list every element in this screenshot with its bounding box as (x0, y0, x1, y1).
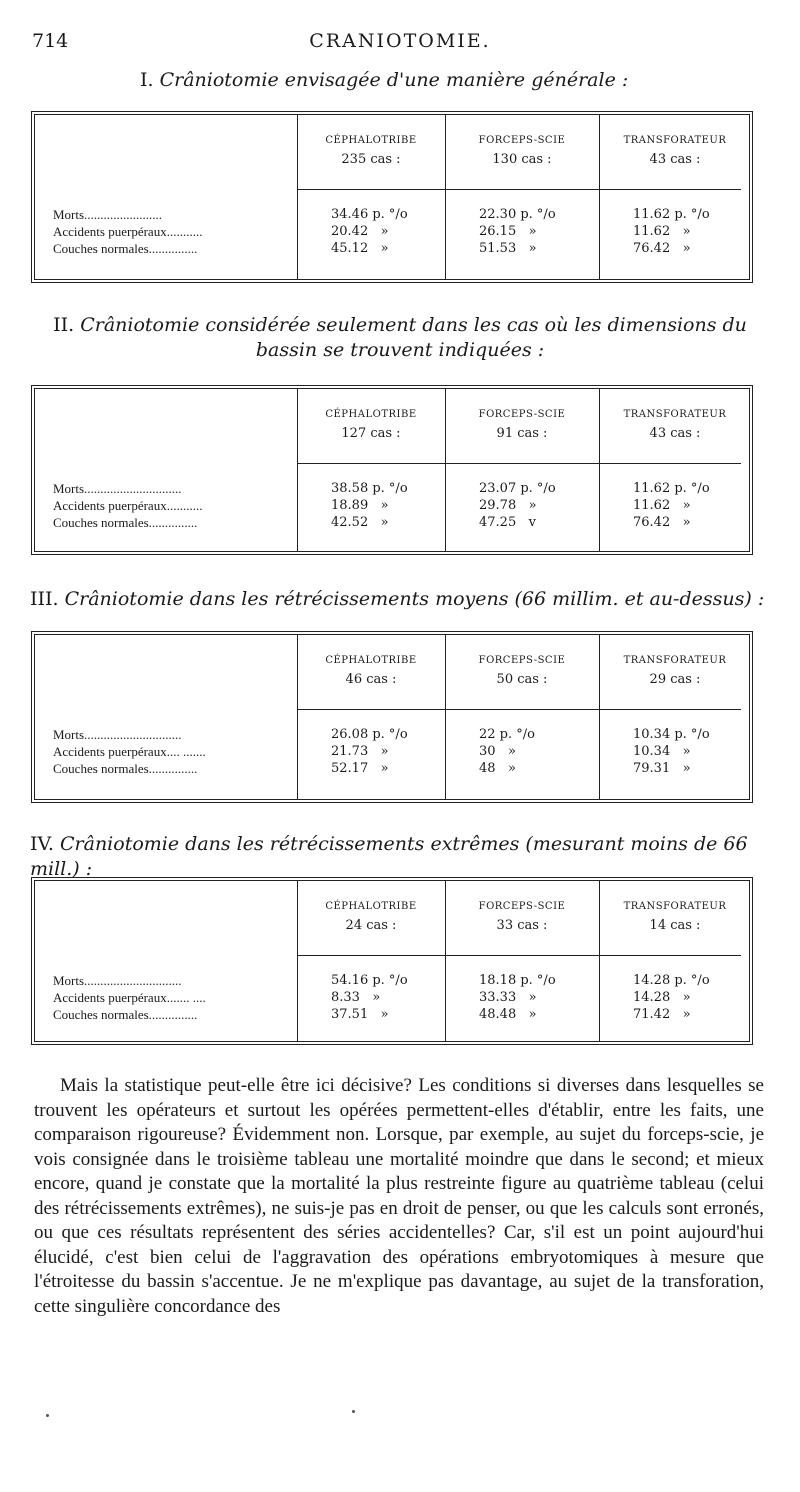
section-2-heading: Crâniotomie considérée seulement dans les cas où les dimensions du bassin se trouvent indiquées : (80, 314, 747, 361)
table-2 (34, 388, 750, 552)
row-label: Accidents puerpéraux........... (53, 224, 203, 239)
column-header (297, 389, 445, 441)
column-cases: 33 cas : (496, 918, 548, 933)
table-cell: 10.34 » (633, 744, 691, 759)
table-cell: 8.33 » (331, 990, 381, 1005)
table-cell: 54.16 p. °/o (331, 973, 408, 988)
header-rule (297, 463, 741, 464)
table-cell: 29.78 » (479, 498, 537, 513)
row-label: Couches normales............... (53, 761, 198, 776)
column-header (599, 115, 751, 167)
table-cell: 51.53 » (479, 241, 537, 256)
column-header (445, 115, 599, 167)
column-name: FORCEPS-SCIE (478, 409, 566, 420)
column-cases: 50 cas : (496, 672, 548, 687)
column-name: FORCEPS-SCIE (478, 901, 566, 912)
column-header (599, 881, 751, 933)
table-cell: 47.25 v (479, 515, 536, 530)
column-cases: 43 cas : (649, 152, 701, 167)
row-label: Morts.............................. (53, 973, 182, 988)
column-name: TRANSFORATEUR (623, 409, 727, 420)
column-cases: 130 cas : (492, 152, 552, 167)
column-cases: 235 cas : (341, 152, 401, 167)
column-header (599, 389, 751, 441)
column-header (599, 635, 751, 687)
table-cell: 48 » (479, 761, 516, 776)
column-header (297, 881, 445, 933)
row-label: Accidents puerpéraux....... .... (53, 990, 206, 1005)
table-3 (34, 634, 750, 800)
row-label: Couches normales............... (53, 1007, 198, 1022)
section-1-heading: Crâniotomie envisagée d'une manière générale : (159, 69, 629, 91)
column-name: TRANSFORATEUR (623, 655, 727, 666)
table-cell: 38.58 p. °/o (331, 481, 408, 496)
table-cell: 14.28 p. °/o (633, 973, 710, 988)
row-label: Morts........................ (53, 207, 163, 222)
table-cell: 79.31 » (633, 761, 691, 776)
section-1-numeral: I. (140, 69, 154, 91)
table-4 (34, 880, 750, 1042)
section-2-numeral: II. (53, 314, 75, 336)
page-speck (46, 1414, 49, 1417)
column-name: FORCEPS-SCIE (478, 135, 566, 146)
section-3-title (30, 587, 770, 612)
table-cell: 30 » (479, 744, 516, 759)
column-name: CÉPHALOTRIBE (325, 409, 417, 420)
column-cases: 46 cas : (345, 672, 397, 687)
column-cases: 29 cas : (649, 672, 701, 687)
section-1-title (30, 68, 770, 93)
column-header (445, 389, 599, 441)
table-cell: 26.08 p. °/o (331, 727, 408, 742)
table-cell: 10.34 p. °/o (633, 727, 710, 742)
section-2-title (30, 313, 770, 363)
table-cell: 52.17 » (331, 761, 389, 776)
page-number: 714 (32, 30, 69, 52)
section-4-numeral: IV. (30, 833, 54, 855)
row-label: Morts.............................. (53, 481, 182, 496)
row-label: Accidents puerpéraux.... ....... (53, 744, 206, 759)
column-header (445, 881, 599, 933)
table-cell: 33.33 » (479, 990, 537, 1005)
table-cell: 18.89 » (331, 498, 389, 513)
column-name: CÉPHALOTRIBE (325, 655, 417, 666)
table-1 (34, 114, 750, 280)
header-rule (297, 709, 741, 710)
table-cell: 21.73 » (331, 744, 389, 759)
column-name: CÉPHALOTRIBE (325, 135, 417, 146)
table-cell: 11.62 p. °/o (633, 481, 710, 496)
column-cases: 43 cas : (649, 426, 701, 441)
body-paragraph-text: Mais la statistique peut-elle être ici décisive? Les conditions si diverses dans lesquelles se trouvent les opérateurs et surtout les opérées permettent-elles d'établir, entre les faits, une comparaison rigoureuse? Évidemment non. Lorsque, par exemple, au sujet du forceps-scie, je vois consignée dans le troisième tableau une mortalité moindre que dans le second; et mieux encore, quand je constate que la mortalité la plus restreinte figure au quatrième tableau (celui des rétrécissements extrêmes), ne suis-je pas en droit de penser, ou que les calculs sont erronés, ou que ces résultats représentent des séries accidentelles? Car, s'il est un point aujourd'hui élucidé, c'est bien celui de l'aggravation des opérations embryotomiques à mesure que l'étroitesse du bassin s'accentue. Je ne m'explique pas davantage, au sujet de la transforation, cette singulière concordance des (34, 1075, 764, 1317)
row-label: Morts.............................. (53, 727, 182, 742)
column-header (297, 115, 445, 167)
column-header (297, 635, 445, 687)
table-cell: 14.28 » (633, 990, 691, 1005)
section-3-numeral: III. (30, 588, 59, 610)
column-name: FORCEPS-SCIE (478, 655, 566, 666)
table-cell: 22.30 p. °/o (479, 207, 556, 222)
table-cell: 23.07 p. °/o (479, 481, 556, 496)
table-cell: 42.52 » (331, 515, 389, 530)
running-title: CRANIOTOMIE. (309, 30, 491, 52)
page-header (0, 30, 800, 60)
column-name: TRANSFORATEUR (623, 135, 727, 146)
column-cases: 24 cas : (345, 918, 397, 933)
table-cell: 18.18 p. °/o (479, 973, 556, 988)
column-name: CÉPHALOTRIBE (325, 901, 417, 912)
table-cell: 20.42 » (331, 224, 389, 239)
table-cell: 11.62 p. °/o (633, 207, 710, 222)
body-paragraph (34, 1074, 764, 1319)
column-cases: 91 cas : (496, 426, 548, 441)
header-rule (297, 189, 741, 190)
column-cases: 14 cas : (649, 918, 701, 933)
column-header (445, 635, 599, 687)
row-label: Couches normales............... (53, 241, 198, 256)
row-label: Couches normales............... (53, 515, 198, 530)
table-cell: 76.42 » (633, 241, 691, 256)
page-speck (352, 1410, 355, 1413)
table-cell: 11.62 » (633, 224, 691, 239)
section-3-heading: Crâniotomie dans les rétrécissements moyens (66 millim. et au-dessus) : (64, 588, 765, 610)
header-rule (297, 955, 741, 956)
column-name: TRANSFORATEUR (623, 901, 727, 912)
table-cell: 22 p. °/o (479, 727, 535, 742)
table-cell: 26.15 » (479, 224, 537, 239)
table-cell: 71.42 » (633, 1007, 691, 1022)
table-cell: 76.42 » (633, 515, 691, 530)
table-cell: 45.12 » (331, 241, 389, 256)
table-cell: 34.46 p. °/o (331, 207, 408, 222)
table-cell: 48.48 » (479, 1007, 537, 1022)
row-label: Accidents puerpéraux........... (53, 498, 203, 513)
table-cell: 11.62 » (633, 498, 691, 513)
section-4-heading: Crâniotomie dans les rétrécissements extrêmes (mesurant moins de 66 mill.) : (30, 833, 748, 880)
column-cases: 127 cas : (341, 426, 401, 441)
section-4-title (30, 832, 770, 882)
table-cell: 37.51 » (331, 1007, 389, 1022)
